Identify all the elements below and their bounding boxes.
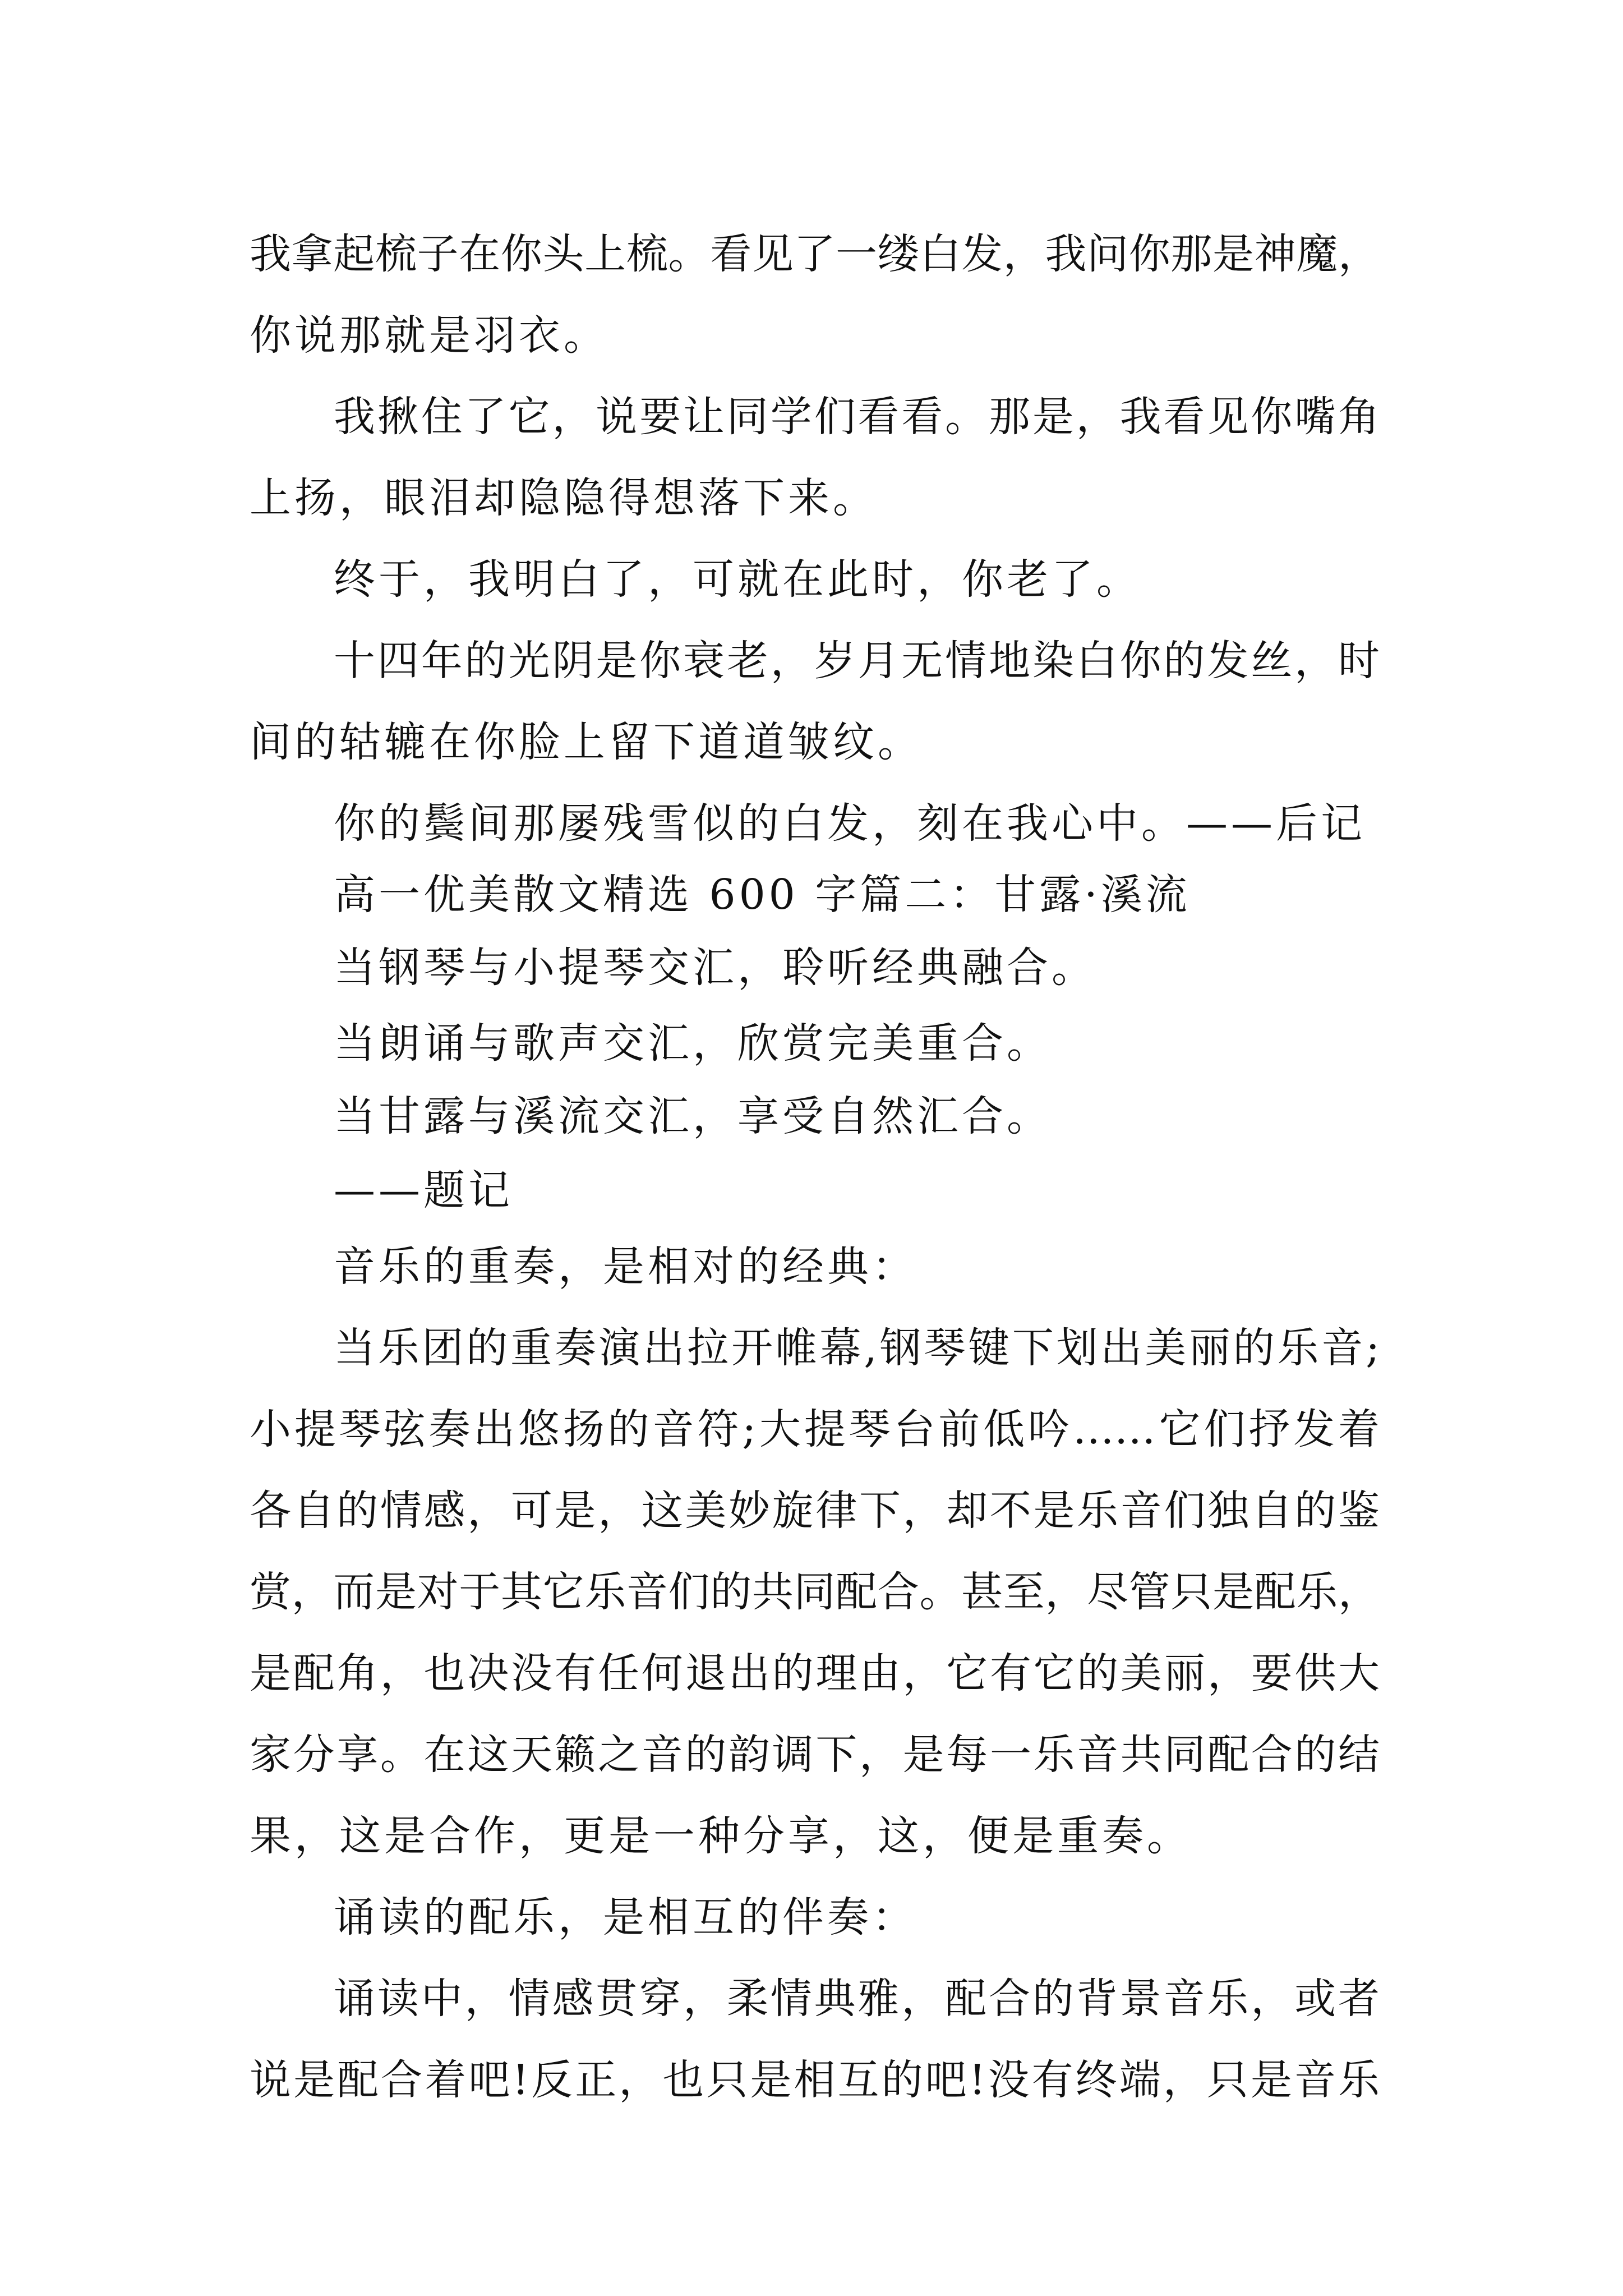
text-line: 诵读的配乐，是相互的伴奏：: [334, 1893, 917, 1941]
text-line: 各自的情感，可是，这美妙旋律下，却不是乐音们独自的鉴: [250, 1487, 1380, 1535]
text-line: 间的轱辘在你脸上留下道道皱纹。: [250, 718, 923, 766]
text-line: 是配角，也决没有任何退出的理由，它有它的美丽，要供大: [250, 1649, 1380, 1697]
text-line: 小提琴弦奏出悠扬的音符;大提琴台前低吟……它们抒发着: [250, 1405, 1380, 1453]
text-line: 终于，我明白了，可就在此时，你老了。: [334, 555, 1141, 604]
text-line: 你说那就是羽衣。: [250, 311, 608, 360]
text-line: 当甘露与溪流交汇，享受自然汇合。: [334, 1092, 1052, 1140]
text-line: 当钢琴与小提琴交汇，聆听经典融合。: [334, 944, 1096, 992]
text-line: ——题记: [334, 1166, 513, 1214]
text-line: 高一优美散文精选 600 字篇二：甘露·溪流: [334, 871, 1191, 919]
text-line: 上扬，眼泪却隐隐得想落下来。: [250, 474, 878, 522]
text-line: 当乐团的重奏演出拉开帷幕,钢琴键下划出美丽的乐音;: [334, 1324, 1380, 1372]
text-line: 十四年的光阴是你衰老，岁月无情地染白你的发丝，时: [334, 637, 1380, 685]
text-line: 音乐的重奏，是相对的经典：: [334, 1243, 917, 1291]
text-line: 我揪住了它，说要让同学们看看。那是，我看见你嘴角: [334, 393, 1380, 441]
text-line: 果，这是合作，更是一种分享，这，便是重奏。: [250, 1812, 1192, 1860]
text-line: 你的鬓间那屡残雪似的白发，刻在我心中。——后记: [334, 799, 1366, 848]
text-line: 当朗诵与歌声交汇，欣赏完美重合。: [334, 1019, 1052, 1068]
text-line: 诵读中，情感贯穿，柔情典雅，配合的背景音乐，或者: [334, 1975, 1380, 2023]
text-line: 说是配合着吧!反正，也只是相互的吧!没有终端，只是音乐: [250, 2056, 1380, 2104]
text-line: 赏，而是对于其它乐音们的共同配合。甚至，尽管只是配乐，: [250, 1568, 1380, 1616]
text-line: 家分享。在这天籁之音的韵调下，是每一乐音共同配合的结: [250, 1731, 1380, 1779]
text-line: 我拿起梳子在你头上梳。看见了一缕白发，我问你那是神魔，: [250, 230, 1380, 278]
